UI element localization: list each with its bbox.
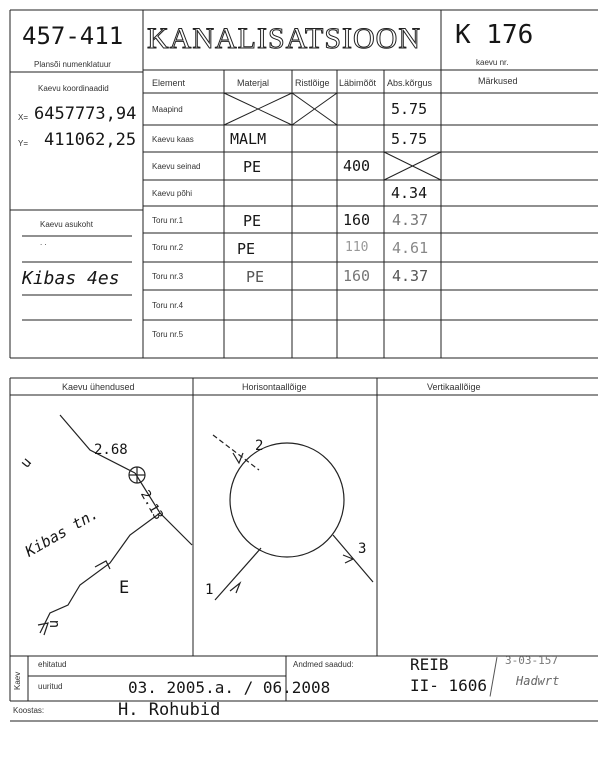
height-value: 5.75 [391, 130, 428, 148]
connections-sketch [10, 395, 193, 656]
top-dimension: 2.68 [94, 442, 128, 458]
well-circle [230, 443, 344, 557]
header-remarks: Märkused [478, 76, 518, 86]
ref-code: 3-03-157 [505, 654, 558, 667]
height-value: 4.61 [392, 239, 429, 257]
built-label: ehitatud [38, 660, 67, 669]
height-value: 4.37 [392, 267, 429, 285]
pipe-line-right [135, 473, 192, 545]
y-label: Y= [18, 139, 29, 148]
surveyed-label: uuritud [38, 682, 63, 691]
row-label: Toru nr.3 [152, 272, 184, 281]
y-coordinate: 411062,25 [44, 130, 137, 150]
footer-side-label: Kaev [13, 671, 22, 690]
diameter-value: 400 [343, 157, 371, 175]
well-number: K 176 [455, 20, 534, 50]
header-element: Element [152, 78, 186, 88]
header-abs-height: Abs.kõrgus [387, 78, 433, 88]
height-value: 4.37 [392, 211, 429, 229]
pipe-1-line [215, 548, 261, 600]
sheet-code: 457-411 [22, 22, 124, 50]
pipe-right-label: 3 [358, 541, 367, 557]
bottom-letter: u [46, 619, 63, 629]
diameter-value: 160 [343, 267, 371, 285]
source-label: Andmed saadud: [293, 660, 354, 669]
material-value: MALM [230, 130, 267, 148]
header-material: Materjal [237, 78, 270, 88]
row-label: Maapind [152, 105, 183, 114]
material-value: PE [243, 212, 262, 230]
letter-e: E [119, 578, 130, 598]
left-letter: u [17, 454, 36, 472]
row-label: Toru nr.4 [152, 301, 184, 310]
survey-date: 03. 2005.a. / 06.2008 [128, 678, 331, 697]
row-label: Kaevu põhi [152, 189, 193, 198]
street-label: Kibas tn. [22, 504, 102, 561]
ref-name: Hadwrt [516, 674, 560, 688]
material-value: PE [243, 158, 262, 176]
pipe-top-label: 2 [255, 438, 264, 454]
composer-label: Koostas: [13, 706, 45, 715]
header-diameter: Läbimõõt [339, 78, 377, 88]
connections-header: Kaevu ühendused [62, 382, 135, 392]
material-value: PE [246, 268, 265, 286]
height-value: 5.75 [391, 100, 428, 118]
pipe-2-line [213, 435, 259, 470]
horizontal-section-sketch [193, 395, 377, 656]
source-name: REIB [410, 655, 449, 674]
x-label: X= [18, 113, 29, 122]
row-label: Kaevu seinad [152, 162, 201, 171]
height-value: 4.34 [391, 184, 428, 202]
diameter-value: 110 [345, 240, 369, 255]
right-dimension: 2.13 [137, 488, 166, 523]
diameter-value: 160 [343, 211, 371, 229]
horizontal-section-header: Horisontaallõige [242, 382, 307, 392]
form-title: KANALISATSIOON [147, 22, 421, 55]
header-cross-section: Ristlõige [295, 78, 330, 88]
row-label: Toru nr.1 [152, 216, 184, 225]
row-label: Toru nr.2 [152, 243, 184, 252]
well-number-caption: kaevu nr. [476, 58, 509, 67]
composer-name: H. Rohubid [118, 700, 221, 720]
coordinates-caption: Kaevu koordinaadid [38, 84, 109, 93]
x-coordinate: 6457773,94 [34, 104, 137, 124]
pipe-left-label: 1 [205, 582, 214, 598]
row-label: Toru nr.5 [152, 330, 184, 339]
material-value: PE [237, 240, 256, 258]
location-caption: Kaevu asukoht [40, 220, 93, 229]
vertical-section-header: Vertikaallõige [427, 382, 481, 392]
location-dots: . . [40, 238, 47, 247]
sheet-caption: Plansõi numenklatuur [34, 60, 111, 69]
location-street: Kibas 4es [22, 268, 120, 289]
source-code: II- 1606 [410, 676, 488, 695]
row-label: Kaevu kaas [152, 135, 194, 144]
